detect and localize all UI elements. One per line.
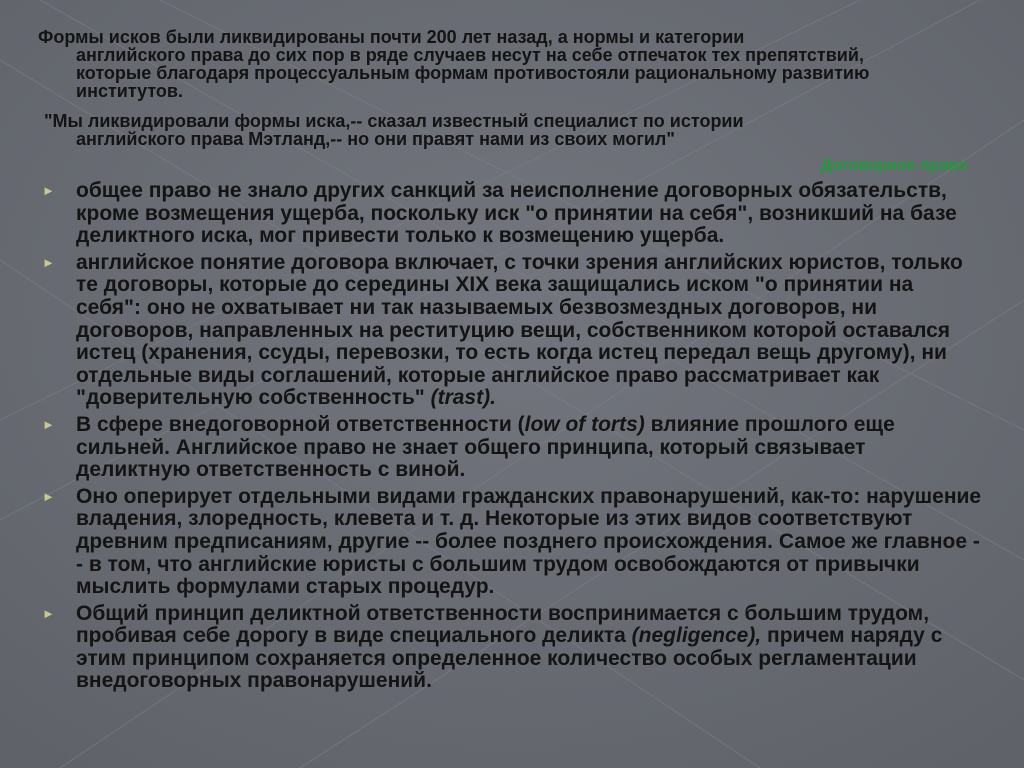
italic-term: (negligence), bbox=[631, 624, 762, 648]
arrow-bullet-icon: ► bbox=[42, 183, 55, 198]
italic-term: (trast). bbox=[424, 386, 496, 410]
intro-continuation: английского права до сих пор в ряде случаев несут на себе отпечаток тех препятствий, которые благодаря процессуальным формам противостояли рациональному развитию институтов. bbox=[76, 45, 870, 101]
quote-first-line: "Мы ликвидировали формы иска,-- сказал известный специалист по истории bbox=[44, 111, 744, 131]
intro-paragraph bbox=[38, 28, 878, 100]
bullet-item bbox=[42, 414, 982, 482]
arrow-bullet-icon: ► bbox=[42, 254, 55, 270]
bullet-text: Общий принцип деликтной ответственности воспринимается с большим трудом, пробивая себе дорогу в виде специального деликта (negligence), причем наряду с этим принципом сохраняется определенное количество особых регламентации внедоговорных правонарушений. bbox=[76, 601, 943, 693]
bullet-text: Оно оперирует отдельными видами гражданских правонарушений, как-то: нарушение владения, злоредность, клевета и т. д. Некоторые из этих видов соответствуют древним предписаниям, другие -- более позднего происхождения. Самое же главное -- в том, что английские юристы с большим трудом освобождаются от привычки мыслить формулами старых процедур. bbox=[76, 484, 982, 599]
bullet-item bbox=[42, 252, 982, 410]
quote-continuation: английского права Мэтланд,-- но они правят нами из своих могил" bbox=[76, 129, 675, 149]
arrow-bullet-icon: ► bbox=[42, 416, 55, 432]
arrow-bullet-icon: ► bbox=[42, 488, 55, 504]
section-title: Договорное право bbox=[820, 157, 968, 174]
italic-term: low of torts) bbox=[524, 412, 645, 436]
bullet-item bbox=[42, 603, 982, 693]
bullet-item bbox=[42, 486, 982, 599]
intro-first-line: Формы исков были ликвидированы почти 200 лет назад, а нормы и категории bbox=[38, 27, 745, 47]
maitland-quote bbox=[44, 112, 874, 148]
bullet-item bbox=[42, 180, 982, 248]
bullet-text: английское понятие договора включает, с точки зрения английских юристов, только те договоры, которые до середины XIX века защищались иском "о принятии на себя": оно не охватывает ни так называемых безвозмездных договоров, ни договоров, направленных на реституцию вещи, собственником которой оставался истец (хранения, ссуды, перевозки, то есть когда истец передал вещь другому), ни отдельные виды соглашений, которые английское право рассматривает как "доверительную собственность" (trast). bbox=[76, 250, 963, 410]
arrow-bullet-icon: ► bbox=[42, 605, 55, 621]
bullet-text: В сфере внедоговорной ответственности (low of torts) влияние прошлого еще сильней. Английское право не знает общего принципа, который связывает деликтную ответственность с виной. bbox=[76, 412, 895, 482]
bullet-list bbox=[42, 180, 982, 697]
bullet-text: общее право не знало других санкций за неисполнение договорных обязательств, кроме возмещения ущерба, поскольку иск "о принятии на себя", возникший на базе деликтного иска, мог привести только к возмещению ущерба. bbox=[76, 179, 957, 248]
